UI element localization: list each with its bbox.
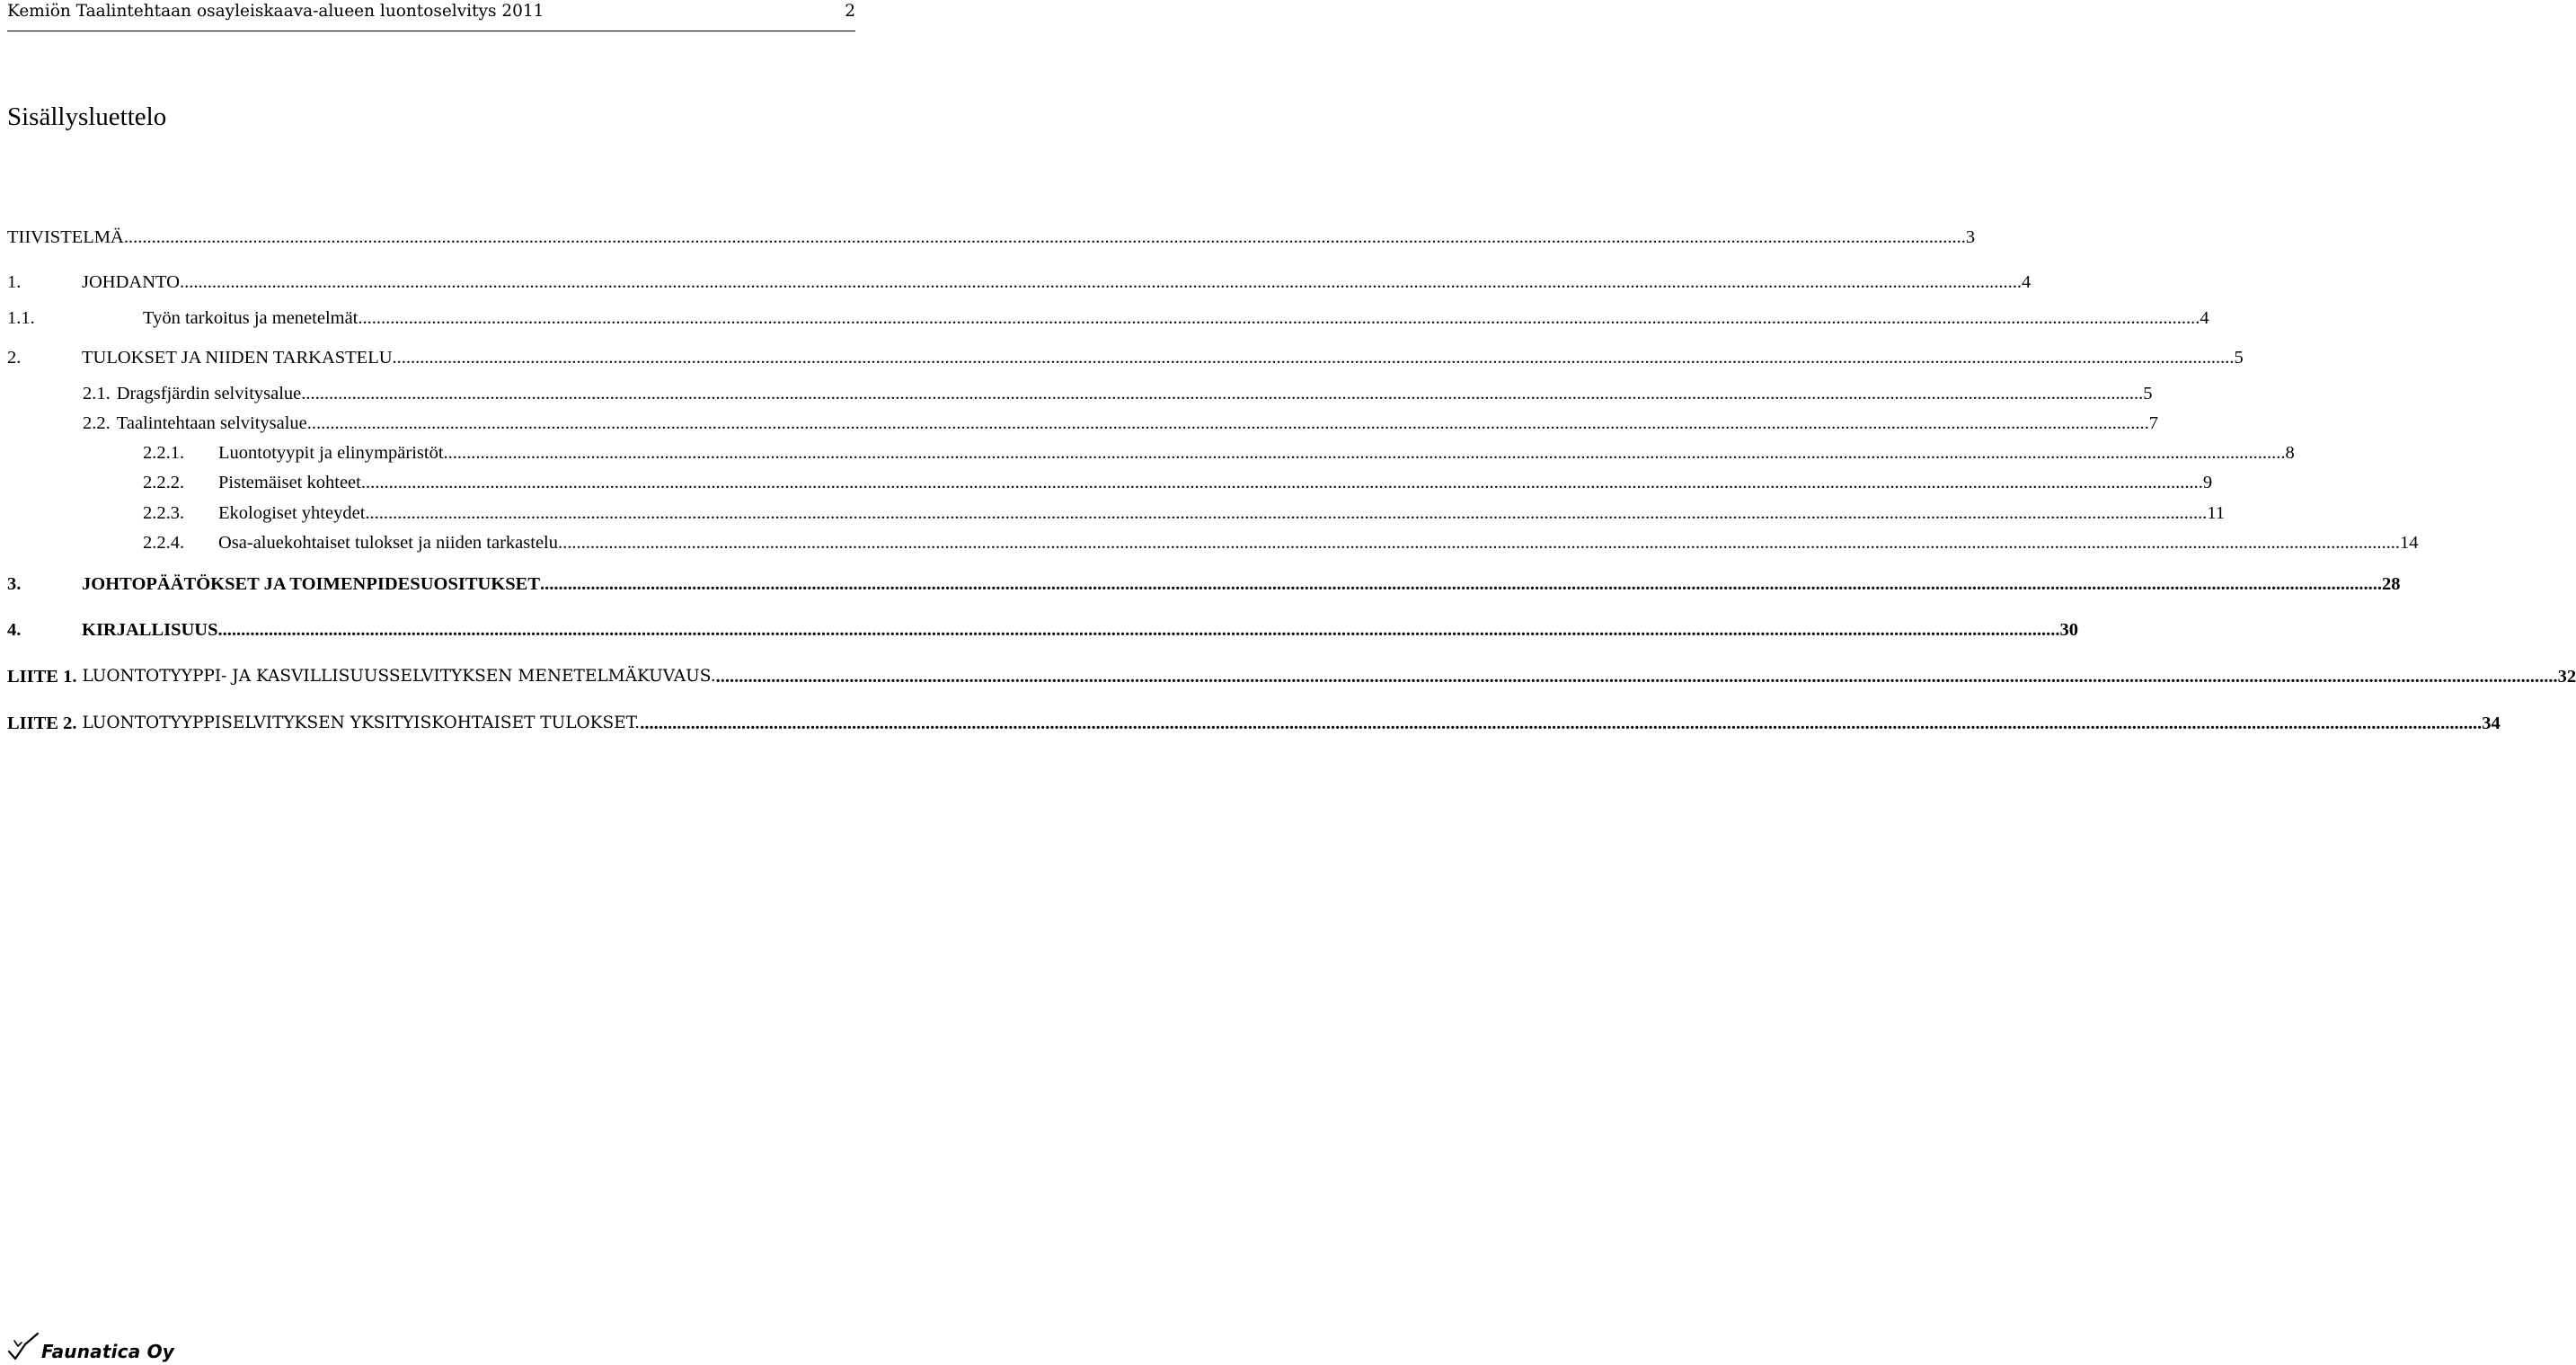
toc-entry-body [218,441,2295,465]
toc-entry[interactable] [7,270,2032,294]
toc-entry-number: 2.1. [83,384,111,403]
toc-heading: Sisällysluettelo [7,102,167,131]
toc-entry-page: 30 [2059,620,2079,640]
toc-entry-label: TULOKSET JA NIIDEN TARKASTELU [82,348,393,368]
toc-entry-label: Osa-aluekohtaiset tulokset ja niiden tarkastelu [218,533,558,553]
toc-entry-page: 11 [2207,503,2226,523]
toc-entry-label: TIIVISTELMÄ [7,227,124,247]
toc-entry[interactable] [7,441,2295,465]
toc-entry-body [83,382,2153,405]
toc-entry-label: JOHTOPÄÄTÖKSET JA TOIMENPIDESUOSITUKSET [82,574,540,594]
toc-entry-body [82,346,2244,369]
toc-entry-number: 2.2.2. [143,473,185,492]
toc-entry-body [143,306,2209,330]
toc-entry-label: KIRJALLISUUS [82,620,218,640]
dot-leader: ................................................................................................................................................................................................................................................................................................................................................................................................................ [365,503,2208,523]
dot-leader: ................................................................................................................................................................................................................................................................................................................................................................................................................ [301,384,2144,403]
toc-entry-body [7,665,2576,688]
document-title: Kemiön Taalintehtaan osayleiskaava-alueen luontoselvitys 2011 [7,2,544,21]
toc-entry-body [7,712,2501,735]
toc-entry-label: JOHDANTO [82,272,180,292]
toc-entry-label: LUONTOTYYPPISELVITYKSEN YKSITYISKOHTAISET TULOKSET. [82,714,641,732]
dot-leader: ................................................................................................................................................................................................................................................................................................................................................................................................................ [715,667,2558,687]
toc-entry-number: 2.2. [83,413,111,433]
toc-entry-number: LIITE 1. [7,667,77,687]
toc-entry-label: Dragsfjärdin selvitysalue [116,384,302,403]
toc-entry-body [83,412,2159,435]
dot-leader: ................................................................................................................................................................................................................................................................................................................................................................................................................ [443,443,2286,463]
toc-entry-number: 4. [7,620,22,640]
toc-entry-page: 28 [2382,574,2401,594]
toc-entry-label: LUONTOTYYPPI- JA KASVILLISUUSSELVITYKSEN MENETELMÄKUVAUS. [82,667,716,686]
toc-entry-page: 34 [2482,714,2501,733]
faunatica-logo [7,1332,187,1362]
toc-entry-body [82,270,2032,294]
toc-entry-number: 2.2.4. [143,533,185,553]
toc-entry-number: 3. [7,574,22,594]
dot-leader: ................................................................................................................................................................................................................................................................................................................................................................................................................ [540,574,2382,594]
dot-leader: ................................................................................................................................................................................................................................................................................................................................................................................................................ [123,227,1966,247]
toc-entry-page: 9 [2202,473,2213,492]
toc-entry[interactable] [7,471,2213,494]
logo-text: Faunatica Oy [41,1341,175,1362]
dot-leader: ................................................................................................................................................................................................................................................................................................................................................................................................................ [217,620,2060,640]
toc-entry[interactable] [7,382,2153,405]
toc-entry[interactable] [7,346,2244,369]
toc-entry[interactable] [7,665,2576,688]
toc-entry-page: 7 [2148,413,2159,433]
dot-leader: ................................................................................................................................................................................................................................................................................................................................................................................................................ [360,473,2203,492]
toc-entry-page: 5 [2143,384,2153,403]
toc-entry-page: 5 [2234,348,2244,368]
toc-entry-page: 4 [2021,272,2032,292]
toc-entry-page: 32 [2557,667,2576,687]
dot-leader: ................................................................................................................................................................................................................................................................................................................................................................................................................ [306,413,2149,433]
toc-entry-number: 1.1. [7,308,35,328]
dot-leader: ................................................................................................................................................................................................................................................................................................................................................................................................................ [392,348,2235,368]
toc-entry-label: Taalintehtaan selvitysalue [116,413,307,433]
dot-leader: ................................................................................................................................................................................................................................................................................................................................................................................................................ [358,308,2200,328]
toc-entry[interactable] [7,531,2419,554]
toc-entry-number: 2. [7,348,22,368]
toc-entry-label: Pistemäiset kohteet [218,473,361,492]
toc-entry[interactable] [7,712,2501,735]
page-number: 2 [845,2,855,21]
toc-entry-body [82,618,2079,642]
toc-entry-label: Työn tarkoitus ja menetelmät [143,308,359,328]
toc-entry[interactable] [7,501,2226,525]
toc-entry-body [7,226,1976,249]
toc-entry-number: LIITE 2. [7,714,77,733]
toc-entry[interactable] [7,572,2401,596]
dot-leader: ................................................................................................................................................................................................................................................................................................................................................................................................................ [640,714,2483,733]
toc-entry-body [218,531,2419,554]
toc-entry-page: 3 [1965,227,1976,247]
toc-entry-body [218,501,2226,525]
toc-entry-body [218,471,2213,494]
toc-entry[interactable] [7,618,2079,642]
toc-entry-label: Ekologiset yhteydet [218,503,366,523]
toc-entry-page: 8 [2285,443,2295,463]
dot-leader: ................................................................................................................................................................................................................................................................................................................................................................................................................ [179,272,2022,292]
dot-leader: ................................................................................................................................................................................................................................................................................................................................................................................................................ [558,533,2400,553]
toc-entry-number: 1. [7,272,22,292]
toc-entry-number: 2.2.1. [143,443,185,463]
toc-entry-number: 2.2.3. [143,503,185,523]
toc-entry[interactable] [7,226,1976,249]
toc-entry-page: 4 [2200,308,2209,328]
toc-entry[interactable] [7,306,2209,330]
toc-entry-page: 14 [2400,533,2419,553]
toc-entry[interactable] [7,412,2159,435]
page-header [7,0,855,31]
toc-entry-label: Luontotyypit ja elinympäristöt [218,443,444,463]
toc-entry-body [82,572,2401,596]
